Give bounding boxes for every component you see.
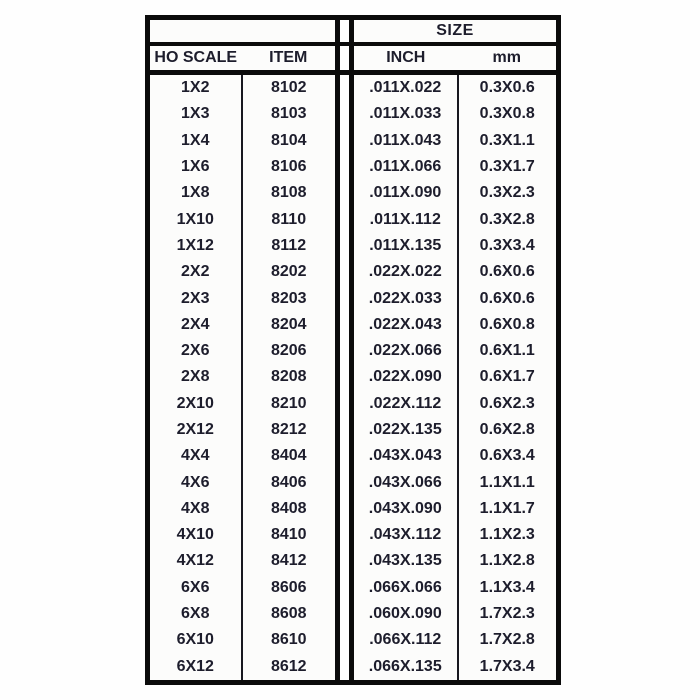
table-gap-spacer <box>338 233 352 259</box>
table-row <box>148 548 559 574</box>
ho-scale-cell: 1X8 <box>148 180 242 206</box>
inch-size-cell: .022X.066 <box>352 338 458 364</box>
ho-scale-cell: 1X6 <box>148 154 242 180</box>
table-row <box>148 285 559 311</box>
inch-size-cell: .022X.135 <box>352 417 458 443</box>
item-number-cell: 8106 <box>270 158 307 176</box>
table-row <box>148 180 559 206</box>
table-row <box>148 364 559 390</box>
item-number-cell: 8208 <box>270 368 307 386</box>
inch-size-cell: .022X.022 <box>352 259 458 285</box>
item-number-cell: 8110 <box>271 210 307 228</box>
inch-size-cell: .043X.135 <box>352 548 458 574</box>
table-row <box>148 338 559 364</box>
inch-size-cell: .022X.090 <box>352 364 458 390</box>
mm-size-cell: 1.1X3.4 <box>479 578 535 596</box>
inch-size-cell: .011X.090 <box>352 180 458 206</box>
mm-size-cell: 0.6X0.6 <box>479 263 535 281</box>
ho-scale-column-header: HO SCALE <box>148 44 242 73</box>
mm-size-cell: 1.1X2.3 <box>479 526 535 544</box>
table-gap-spacer <box>338 548 352 574</box>
mm-size-cell: 0.3X2.3 <box>479 184 535 202</box>
table-row <box>148 575 559 601</box>
item-number-cell: 8210 <box>270 394 307 412</box>
table-gap-spacer <box>338 101 352 127</box>
mm-size-cell: 0.6X0.8 <box>479 315 535 333</box>
mm-size-cell: 0.6X1.7 <box>479 368 535 386</box>
table-gap-spacer <box>338 259 352 285</box>
ho-scale-cell: 4X4 <box>148 443 242 469</box>
inch-size-cell: .022X.033 <box>352 285 458 311</box>
inch-size-cell: .011X.066 <box>352 154 458 180</box>
table-gap-spacer <box>338 469 352 495</box>
ho-scale-cell: 1X2 <box>148 73 242 102</box>
item-number-cell: 8202 <box>270 263 307 281</box>
table-gap-spacer <box>338 417 352 443</box>
table-gap-spacer <box>338 443 352 469</box>
table-gap-spacer <box>338 654 352 683</box>
table-gap-spacer <box>338 312 352 338</box>
mm-size-cell: 1.1X1.7 <box>479 499 535 517</box>
ho-scale-cell: 2X3 <box>148 285 242 311</box>
mm-column-header: mm <box>458 44 559 73</box>
item-column-header: ITEM <box>242 44 338 73</box>
ho-scale-cell: 2X10 <box>148 391 242 417</box>
inch-size-cell: .066X.135 <box>352 654 458 683</box>
size-header-row <box>148 18 559 45</box>
mm-size-cell: 0.6X3.4 <box>479 447 535 465</box>
item-number-cell: 8610 <box>270 631 307 649</box>
table-gap-spacer <box>338 180 352 206</box>
item-number-cell: 8606 <box>270 578 307 596</box>
inch-size-cell: .011X.022 <box>352 73 458 102</box>
table-gap-spacer <box>338 44 352 73</box>
inch-column-header: INCH <box>352 44 458 73</box>
column-header-row <box>148 44 559 73</box>
ho-scale-cell: 1X12 <box>148 233 242 259</box>
table-gap-spacer <box>338 285 352 311</box>
table-row <box>148 391 559 417</box>
mm-size-cell: 0.3X3.4 <box>479 236 535 254</box>
ho-scale-cell: 2X2 <box>148 259 242 285</box>
empty-header-cell <box>148 18 338 45</box>
inch-size-cell: .022X.043 <box>352 312 458 338</box>
inch-size-cell: .022X.112 <box>352 391 458 417</box>
size-header: SIZE <box>352 18 559 45</box>
ho-scale-cell: 2X4 <box>148 312 242 338</box>
item-number-cell: 8608 <box>270 605 307 623</box>
inch-size-cell: .011X.043 <box>352 128 458 154</box>
ho-scale-cell: 6X10 <box>148 627 242 653</box>
item-number-cell: 8108 <box>270 184 307 202</box>
table-row <box>148 627 559 653</box>
table-gap-spacer <box>338 206 352 232</box>
item-number-cell: 8102 <box>270 79 307 97</box>
table-row <box>148 522 559 548</box>
inch-size-cell: .043X.090 <box>352 496 458 522</box>
mm-size-cell: 1.7X3.4 <box>479 657 535 675</box>
table-gap-spacer <box>338 601 352 627</box>
ho-scale-cell: 6X8 <box>148 601 242 627</box>
item-number-cell: 8410 <box>270 526 307 544</box>
table-gap-spacer <box>338 522 352 548</box>
item-number-cell: 8206 <box>270 342 307 360</box>
inch-size-cell: .066X.066 <box>352 575 458 601</box>
ho-scale-cell: 2X8 <box>148 364 242 390</box>
table-row <box>148 601 559 627</box>
mm-size-cell: 1.1X2.8 <box>479 552 535 570</box>
inch-size-cell: .043X.066 <box>352 469 458 495</box>
table-row <box>148 73 559 102</box>
ho-scale-cell: 6X12 <box>148 654 242 683</box>
table-row <box>148 101 559 127</box>
table-gap-spacer <box>338 154 352 180</box>
ho-scale-cell: 1X4 <box>148 128 242 154</box>
table-row <box>148 259 559 285</box>
item-number-cell: 8612 <box>270 657 307 675</box>
ho-scale-cell: 4X8 <box>148 496 242 522</box>
table-row <box>148 469 559 495</box>
table-gap-spacer <box>338 128 352 154</box>
inch-size-cell: .011X.135 <box>352 233 458 259</box>
table-gap-spacer <box>338 338 352 364</box>
mm-size-cell: 0.6X2.3 <box>479 394 535 412</box>
item-number-cell: 8212 <box>270 421 307 438</box>
mm-size-cell: 0.3X1.7 <box>479 158 535 176</box>
table-row <box>148 233 559 259</box>
table-gap-spacer <box>338 575 352 601</box>
mm-size-cell: 1.7X2.3 <box>479 605 535 623</box>
mm-size-cell: 0.3X1.1 <box>479 131 535 149</box>
table-gap-spacer <box>338 18 352 45</box>
ho-scale-cell: 1X10 <box>148 206 242 232</box>
table-gap-spacer <box>338 364 352 390</box>
ho-scale-cell: 4X12 <box>148 548 242 574</box>
mm-size-cell: 1.7X2.8 <box>479 631 535 649</box>
table-row <box>148 443 559 469</box>
inch-size-cell: .011X.112 <box>352 206 458 232</box>
inch-size-cell: .011X.033 <box>352 101 458 127</box>
table-row <box>148 154 559 180</box>
inch-size-cell: .043X.043 <box>352 443 458 469</box>
table-row <box>148 496 559 522</box>
ho-scale-cell: 2X12 <box>148 417 242 443</box>
ho-scale-cell: 2X6 <box>148 338 242 364</box>
mm-size-cell: 0.6X0.6 <box>479 289 535 307</box>
inch-size-cell: .043X.112 <box>352 522 458 548</box>
table-row <box>148 206 559 232</box>
table-row <box>148 417 559 443</box>
item-number-cell: 8103 <box>270 105 307 123</box>
table-gap-spacer <box>338 627 352 653</box>
ho-scale-cell: 6X6 <box>148 575 242 601</box>
table-gap-spacer <box>338 73 352 102</box>
item-number-cell: 8204 <box>270 315 307 333</box>
table-gap-spacer <box>338 391 352 417</box>
item-number-cell: 8412 <box>270 552 307 570</box>
mm-size-cell: 0.3X0.6 <box>479 79 535 97</box>
table-row <box>148 128 559 154</box>
item-number-cell: 8408 <box>270 499 307 517</box>
mm-size-cell: 0.6X2.8 <box>479 421 535 438</box>
ho-scale-cell: 1X3 <box>148 101 242 127</box>
item-number-cell: 8112 <box>271 236 307 254</box>
table-row <box>148 654 559 683</box>
inch-size-cell: .066X.112 <box>352 627 458 653</box>
mm-size-cell: 0.3X0.8 <box>479 105 535 123</box>
item-number-cell: 8104 <box>270 131 307 149</box>
ho-scale-cell: 4X6 <box>148 469 242 495</box>
item-number-cell: 8406 <box>270 473 307 491</box>
table-body <box>148 73 559 683</box>
item-number-cell: 8203 <box>270 289 307 307</box>
mm-size-cell: 0.6X1.1 <box>479 342 535 360</box>
inch-size-cell: .060X.090 <box>352 601 458 627</box>
mm-size-cell: 1.1X1.1 <box>479 473 535 491</box>
mm-size-cell: 0.3X2.8 <box>479 210 535 228</box>
table-row <box>148 312 559 338</box>
ho-scale-cell: 4X10 <box>148 522 242 548</box>
item-number-cell: 8404 <box>270 447 307 465</box>
table-gap-spacer <box>338 496 352 522</box>
strip-dimensions-table <box>145 15 561 685</box>
